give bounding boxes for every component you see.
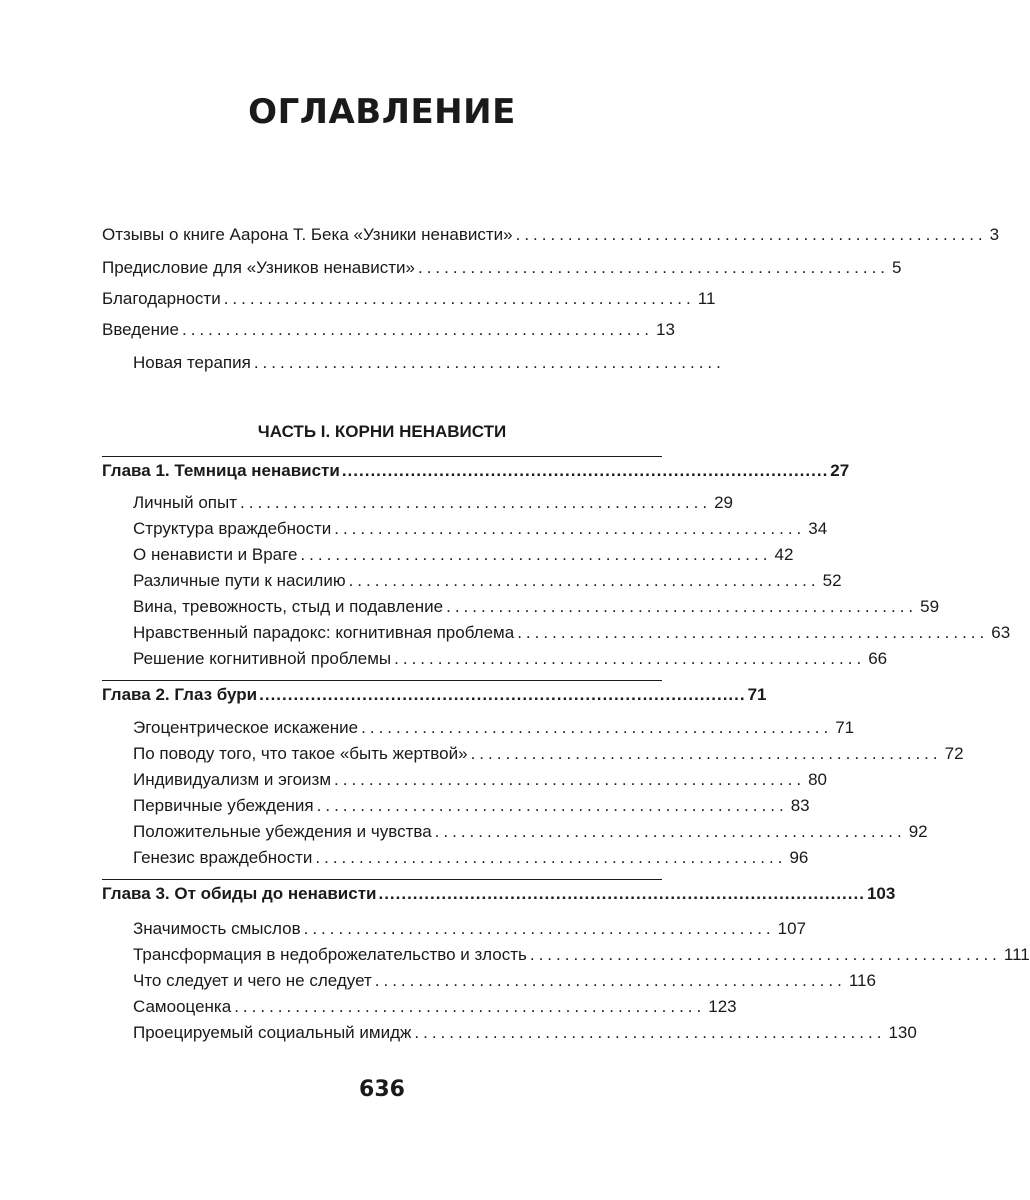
toc-section-page: 66 (868, 649, 888, 668)
chapter-rule (102, 680, 662, 681)
chapter-rule (102, 456, 662, 457)
toc-section-label: Различные пути к насилию (133, 571, 346, 590)
dot-leader: ...................................................... (303, 919, 775, 938)
toc-section (133, 1020, 917, 1046)
toc-section-label: Проецируемый социальный имидж (133, 1023, 412, 1042)
dot-leader: ..................................................................................... (341, 461, 829, 480)
toc-section-page: 123 (708, 997, 737, 1016)
toc-entry-page: 13 (656, 320, 675, 339)
dot-leader: ...................................................... (334, 519, 806, 538)
dot-leader: ...................................................... (517, 623, 989, 642)
toc-section-label: Решение когнитивной проблемы (133, 649, 392, 668)
toc-section-label: Что следует и чего не следует (133, 971, 372, 990)
toc-section-label: Индивидуализм и эгоизм (133, 770, 332, 789)
toc-section-label: По поводу того, что такое «быть жертвой» (133, 744, 468, 763)
toc-section (133, 516, 828, 542)
toc-section-label: Трансформация в недоброжелательство и злость (133, 945, 527, 964)
toc-section-page: 116 (848, 971, 876, 990)
toc-entry-label: Благодарности (102, 289, 221, 308)
toc-section (133, 620, 1011, 646)
toc-section-label: Нравственный парадокс: когнитивная проблема (133, 623, 515, 642)
dot-leader: ...................................................... (334, 770, 806, 789)
dot-leader: ..................................................................................... (259, 685, 746, 704)
toc-entry-page: 3 (989, 225, 1000, 244)
toc-section-label: Первичные убеждения (133, 796, 314, 815)
toc-section-page: 52 (822, 571, 842, 590)
dot-leader: ...................................................... (348, 571, 820, 590)
toc-section-page: 34 (808, 519, 828, 538)
dot-leader: ...................................................... (300, 545, 772, 564)
toc-chapter-label: Глава 2. Глаз бури (102, 685, 258, 704)
dot-leader: ..................................................................................... (378, 884, 865, 903)
toc-section (133, 767, 827, 793)
toc-entry (102, 286, 716, 312)
toc-section (133, 741, 964, 767)
toc-chapter-page: 71 (747, 685, 767, 704)
toc-entry-label: Новая терапия (133, 353, 251, 372)
toc-section-label: Положительные убеждения и чувства (133, 822, 432, 841)
toc-entry-label: Введение (102, 320, 179, 339)
toc-section (133, 994, 737, 1020)
dot-leader: ...................................................... (316, 796, 788, 815)
toc-section-page: 59 (920, 597, 940, 616)
toc-section-page: 63 (991, 623, 1011, 642)
toc-section (133, 845, 809, 871)
dot-leader: ...................................................... (470, 744, 942, 763)
toc-section-page: 72 (944, 744, 964, 763)
toc-section-page: 29 (714, 493, 733, 512)
toc-section-label: Структура враждебности (133, 519, 332, 538)
dot-leader: ...................................................... (515, 225, 987, 244)
toc-chapter (102, 458, 850, 484)
dot-leader: ...................................................... (253, 353, 725, 372)
toc-entry-page: 5 (892, 258, 902, 277)
toc-chapter-page: 27 (830, 461, 850, 480)
toc-section-page: 130 (888, 1023, 917, 1042)
toc-entry (102, 255, 902, 281)
toc-section (133, 646, 888, 672)
dot-leader: ...................................................... (417, 258, 890, 277)
toc-section-label: Самооценка (133, 997, 232, 1016)
toc-section-page: 83 (790, 796, 810, 815)
dot-leader: ...................................................... (234, 997, 706, 1016)
toc-chapter (102, 881, 896, 907)
toc-section-page: 107 (777, 919, 807, 938)
toc-entry (102, 222, 1000, 248)
toc-section (133, 819, 928, 845)
toc-chapter (102, 682, 767, 708)
toc-entry-label: Предисловие для «Узников ненависти» (102, 258, 415, 277)
toc-chapter-label: Глава 1. Темница ненависти (102, 461, 340, 480)
dot-leader: ...................................................... (529, 945, 1001, 964)
dot-leader: ...................................................... (223, 289, 695, 308)
toc-section (133, 942, 1030, 968)
toc-section (133, 715, 855, 741)
toc-section (133, 568, 842, 594)
toc-entry-label: Отзывы о книге Аарона Т. Бека «Узники ненависти» (102, 225, 513, 244)
toc-section-page: 42 (774, 545, 794, 564)
toc-entry-page: 11 (697, 289, 716, 308)
toc-section-page: 111 (1003, 945, 1030, 964)
part-heading: ЧАСТЬ I. КОРНИ НЕНАВИСТИ (257, 422, 507, 441)
toc-section-label: Вина, тревожность, стыд и подавление (133, 597, 444, 616)
toc-section (133, 594, 940, 620)
dot-leader: ...................................................... (374, 971, 846, 990)
dot-leader: ...................................................... (181, 320, 654, 339)
dot-leader: ...................................................... (240, 493, 712, 512)
toc-entry (133, 350, 725, 376)
toc-section-label: О ненависти и Враге (133, 545, 298, 564)
toc-chapter-page: 103 (866, 884, 896, 903)
toc-section-page: 92 (908, 822, 928, 841)
toc-section (133, 542, 794, 568)
dot-leader: ...................................................... (434, 822, 906, 841)
toc-section (133, 968, 876, 994)
dot-leader: ...................................................... (361, 718, 833, 737)
toc-chapter-label: Глава 3. От обиды до ненависти (102, 884, 377, 903)
toc-section (133, 916, 807, 942)
toc-section-page: 71 (835, 718, 855, 737)
dot-leader: ...................................................... (394, 649, 866, 668)
toc-section-page: 80 (808, 770, 827, 789)
toc-section (133, 490, 733, 516)
dot-leader: ...................................................... (315, 848, 787, 867)
dot-leader: ...................................................... (414, 1023, 886, 1042)
page-number: 636 (359, 1077, 405, 1102)
toc-section-page: 96 (789, 848, 809, 867)
toc-entry (102, 317, 675, 343)
toc-section-label: Эгоцентрическое искажение (133, 718, 359, 737)
toc-section-label: Генезис враждебности (133, 848, 313, 867)
page-title: ОГЛАВЛЕНИЕ (248, 92, 516, 132)
dot-leader: ...................................................... (446, 597, 918, 616)
toc-section (133, 793, 810, 819)
toc-section-label: Значимость смыслов (133, 919, 301, 938)
toc-section-label: Личный опыт (133, 493, 238, 512)
chapter-rule (102, 879, 662, 880)
